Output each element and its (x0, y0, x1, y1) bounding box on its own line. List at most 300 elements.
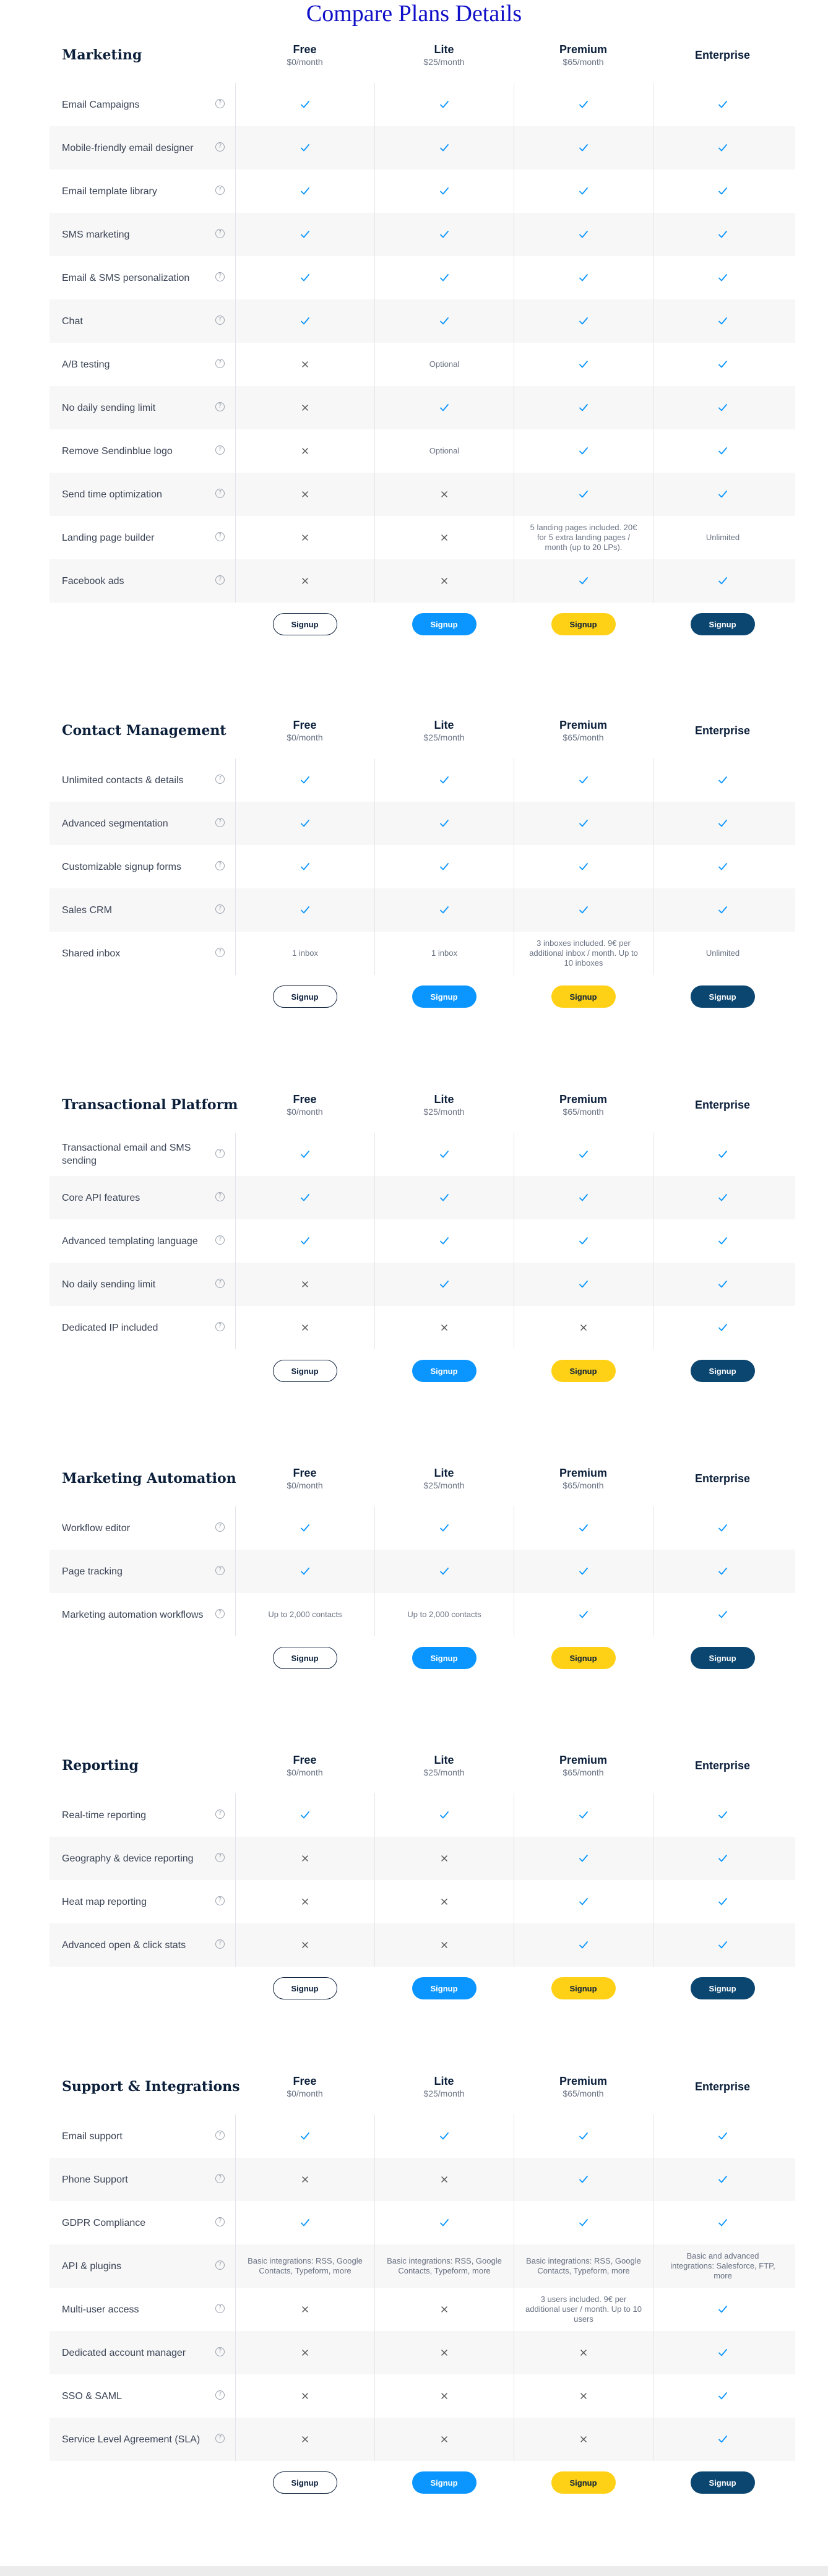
feature-row-dedicated-ip-included (50, 1306, 795, 1349)
cross-icon (301, 1854, 309, 1863)
plan-name: Lite (434, 1467, 454, 1479)
cross-icon (301, 533, 309, 542)
cell-enterprise (653, 1593, 792, 1636)
check-icon (718, 446, 728, 456)
cross-icon (301, 2305, 309, 2314)
section-marketing-automation (50, 1451, 795, 1680)
cell-free (235, 1550, 374, 1593)
check-icon (579, 273, 589, 283)
cross-icon (440, 1854, 449, 1863)
cell-lite (374, 1550, 514, 1593)
cell-premium (514, 1219, 653, 1263)
signup-buttons-row (50, 975, 795, 1018)
signup-button-enterprise[interactable]: Signup (691, 613, 755, 635)
plan-price: $65/month (563, 732, 604, 742)
info-icon[interactable]: ? (215, 1609, 225, 1618)
check-icon (300, 1810, 310, 1820)
signup-cell-premium (514, 603, 653, 646)
check-icon (718, 186, 728, 196)
cell-free (235, 1133, 374, 1176)
info-icon[interactable]: ? (215, 99, 225, 108)
feature-row-no-daily-sending-limit (50, 386, 795, 429)
feature-row-mobile-friendly-email-designer (50, 126, 795, 170)
cell-text: Optional (429, 359, 460, 369)
info-icon[interactable]: ? (215, 359, 225, 368)
feature-label: Sales CRM (62, 904, 112, 916)
info-icon[interactable]: ? (215, 532, 225, 541)
feature-row-sso-and-saml (50, 2374, 795, 2418)
plan-name: Enterprise (694, 1472, 751, 1485)
signup-cell-lite (374, 975, 514, 1018)
footer-strip (0, 2566, 828, 2576)
signup-cell-premium (514, 2461, 653, 2504)
signup-button-premium[interactable]: Signup (551, 2471, 616, 2494)
cell-enterprise (653, 256, 792, 299)
feature-row-real-time-reporting (50, 1793, 795, 1837)
cell-enterprise (653, 2288, 792, 2331)
signup-cell-lite (374, 2461, 514, 2504)
feature-row-sms-marketing (50, 213, 795, 256)
feature-label: Page tracking (62, 1566, 123, 1577)
signup-button-premium[interactable]: Signup (551, 985, 616, 1008)
info-icon[interactable]: ? (215, 489, 225, 498)
feature-label: GDPR Compliance (62, 2217, 146, 2228)
feature-row-facebook-ads (50, 559, 795, 603)
cell-lite (374, 802, 514, 845)
plan-name: Lite (434, 1754, 454, 1766)
info-icon[interactable]: ? (215, 1322, 225, 1331)
signup-button-free[interactable]: Signup (273, 1647, 337, 1669)
cell-free (235, 386, 374, 429)
signup-button-enterprise[interactable]: Signup (691, 1360, 755, 1382)
feature-row-sales-crm (50, 888, 795, 932)
section-header (50, 703, 795, 758)
cell-premium (514, 802, 653, 845)
check-icon (718, 2434, 728, 2444)
cell-enterprise (653, 386, 792, 429)
feature-label: Marketing automation workflows (62, 1609, 204, 1620)
plan-name: Free (293, 1093, 317, 1106)
cell-free (235, 2158, 374, 2201)
info-icon[interactable]: ? (215, 1566, 225, 1575)
info-icon[interactable]: ? (215, 2347, 225, 2356)
check-icon (439, 143, 449, 153)
signup-button-enterprise[interactable]: Signup (691, 2471, 755, 2494)
info-icon[interactable]: ? (215, 2174, 225, 2183)
plan-name: Free (293, 1467, 317, 1479)
check-icon (579, 1523, 589, 1533)
info-icon[interactable]: ? (215, 229, 225, 238)
plan-name: Enterprise (694, 724, 751, 737)
cell-premium (514, 1880, 653, 1923)
signup-button-lite[interactable]: Signup (412, 1647, 477, 1669)
check-icon (579, 1940, 589, 1950)
feature-row-workflow-editor (50, 1506, 795, 1550)
info-icon[interactable]: ? (215, 1810, 225, 1819)
check-icon (579, 230, 589, 239)
check-icon (579, 1610, 589, 1620)
cell-enterprise (653, 932, 792, 975)
info-icon[interactable]: ? (215, 818, 225, 827)
signup-cell-lite (374, 1636, 514, 1680)
signup-button-lite[interactable]: Signup (412, 985, 477, 1008)
cell-enterprise (653, 2201, 792, 2244)
cell-enterprise (653, 299, 792, 343)
plan-price: $0/month (287, 57, 323, 67)
check-icon (718, 2348, 728, 2358)
check-icon (579, 403, 589, 413)
plan-price: $25/month (423, 1480, 465, 1490)
cell-premium (514, 256, 653, 299)
feature-label: No daily sending limit (62, 1279, 156, 1290)
section-transactional-platform (50, 1077, 795, 1393)
cell-premium (514, 386, 653, 429)
cell-premium (514, 1263, 653, 1306)
plan-header-enterprise (653, 703, 792, 758)
cell-premium (514, 299, 653, 343)
check-icon (300, 100, 310, 109)
feature-row-gdpr-compliance (50, 2201, 795, 2244)
info-icon[interactable]: ? (215, 445, 225, 455)
cell-premium (514, 1550, 653, 1593)
check-icon (718, 1523, 728, 1533)
info-icon[interactable]: ? (215, 2390, 225, 2400)
feature-row-email-template-library (50, 170, 795, 213)
feature-row-no-daily-sending-limit (50, 1263, 795, 1306)
signup-button-premium[interactable]: Signup (551, 1977, 616, 1999)
check-icon (579, 1193, 589, 1203)
check-icon (579, 143, 589, 153)
feature-row-api-and-plugins (50, 2244, 795, 2288)
check-icon (439, 1236, 449, 1246)
plan-header-lite (374, 27, 514, 83)
check-icon (718, 818, 728, 828)
check-icon (579, 818, 589, 828)
signup-button-lite[interactable]: Signup (412, 613, 477, 635)
plan-name: Premium (559, 1754, 608, 1766)
signup-button-free[interactable]: Signup (273, 1977, 337, 1999)
cross-icon (440, 1323, 449, 1332)
cell-free (235, 932, 374, 975)
feature-row-a-b-testing (50, 343, 795, 386)
signup-button-free[interactable]: Signup (273, 613, 337, 635)
info-icon[interactable]: ? (215, 1149, 225, 1158)
feature-label: Email & SMS personalization (62, 272, 190, 283)
feature-row-customizable-signup-forms (50, 845, 795, 888)
check-icon (439, 316, 449, 326)
info-icon[interactable]: ? (215, 2131, 225, 2140)
check-icon (718, 1810, 728, 1820)
info-icon[interactable]: ? (215, 186, 225, 195)
info-icon[interactable]: ? (215, 948, 225, 957)
check-icon (718, 1853, 728, 1863)
info-icon[interactable]: ? (215, 1896, 225, 1905)
cell-lite (374, 2201, 514, 2244)
plan-price: $65/month (563, 57, 604, 67)
signup-cell-free (235, 975, 374, 1018)
cell-lite (374, 2244, 514, 2288)
info-icon[interactable]: ? (215, 1939, 225, 1949)
plan-name: Enterprise (694, 2080, 751, 2093)
feature-row-heat-map-reporting (50, 1880, 795, 1923)
signup-buttons-row (50, 1349, 795, 1393)
check-icon (579, 1566, 589, 1576)
signup-cell-enterprise (653, 975, 792, 1018)
signup-buttons-row (50, 1636, 795, 1680)
check-icon (718, 489, 728, 499)
feature-label: Chat (62, 316, 83, 327)
plan-header-enterprise (653, 1077, 792, 1133)
feature-row-page-tracking (50, 1550, 795, 1593)
info-icon[interactable]: ? (215, 1192, 225, 1201)
plan-name: Free (293, 1754, 317, 1766)
signup-button-enterprise[interactable]: Signup (691, 1977, 755, 1999)
check-icon (579, 489, 589, 499)
cell-premium (514, 516, 653, 559)
cell-enterprise (653, 1133, 792, 1176)
check-icon (718, 1897, 728, 1907)
plan-header-free (235, 703, 374, 758)
plan-price: $0/month (287, 1107, 323, 1117)
check-icon (300, 1193, 310, 1203)
cell-premium (514, 473, 653, 516)
cell-text: 1 inbox (431, 948, 457, 958)
signup-button-lite[interactable]: Signup (412, 2471, 477, 2494)
info-icon[interactable]: ? (215, 2434, 225, 2443)
info-icon[interactable]: ? (215, 575, 225, 585)
check-icon (439, 862, 449, 872)
signup-button-lite[interactable]: Signup (412, 1360, 477, 1382)
check-icon (718, 1610, 728, 1620)
info-icon[interactable]: ? (215, 775, 225, 784)
check-icon (300, 2131, 310, 2141)
signup-button-free[interactable]: Signup (273, 985, 337, 1008)
section-contact-management (50, 703, 795, 1018)
signup-cell-free (235, 2461, 374, 2504)
check-icon (718, 403, 728, 413)
cell-enterprise (653, 83, 792, 126)
signup-buttons-row (50, 2461, 795, 2504)
cell-lite (374, 126, 514, 170)
cell-lite (374, 1837, 514, 1880)
check-icon (439, 1810, 449, 1820)
feature-row-landing-page-builder (50, 516, 795, 559)
cell-free (235, 2374, 374, 2418)
cell-text: Basic integrations: RSS, Google Contacts, Typeform, more (526, 2256, 641, 2275)
info-icon[interactable]: ? (215, 1235, 225, 1245)
plan-name: Free (293, 2075, 317, 2087)
cell-lite (374, 1593, 514, 1636)
plan-name: Free (293, 43, 317, 56)
cross-icon (440, 1897, 449, 1906)
check-icon (718, 1940, 728, 1950)
plan-price: $0/month (287, 1767, 323, 1777)
cell-free (235, 170, 374, 213)
feature-label: Facebook ads (62, 575, 124, 586)
cell-lite (374, 1923, 514, 1967)
cell-free (235, 126, 374, 170)
feature-label: Heat map reporting (62, 1896, 147, 1907)
plan-price: $25/month (423, 2089, 465, 2098)
check-icon (718, 1193, 728, 1203)
cross-icon (579, 2392, 588, 2400)
check-icon (579, 446, 589, 456)
cell-lite (374, 516, 514, 559)
check-icon (439, 1566, 449, 1576)
check-icon (579, 186, 589, 196)
signup-button-free[interactable]: Signup (273, 1360, 337, 1382)
feature-label: Phone Support (62, 2174, 128, 2185)
check-icon (300, 775, 310, 785)
cell-enterprise (653, 802, 792, 845)
cell-lite (374, 473, 514, 516)
signup-cell-premium (514, 1636, 653, 1680)
check-icon (579, 862, 589, 872)
cell-free (235, 1593, 374, 1636)
feature-label: Email Campaigns (62, 99, 140, 110)
cell-free (235, 2288, 374, 2331)
cell-lite (374, 1176, 514, 1219)
check-icon (579, 576, 589, 586)
plan-header-premium (514, 27, 653, 83)
plan-price: $65/month (563, 1480, 604, 1490)
cell-lite (374, 559, 514, 603)
check-icon (300, 186, 310, 196)
cell-text: Unlimited (705, 948, 740, 958)
info-icon[interactable]: ? (215, 272, 225, 281)
cell-premium (514, 1837, 653, 1880)
cell-enterprise (653, 1880, 792, 1923)
cross-icon (440, 2435, 449, 2444)
info-icon[interactable]: ? (215, 2304, 225, 2313)
feature-label: Landing page builder (62, 532, 155, 543)
cell-premium (514, 1923, 653, 1967)
check-icon (300, 1566, 310, 1576)
plan-name: Free (293, 719, 317, 731)
cell-enterprise (653, 473, 792, 516)
plan-name: Lite (434, 2075, 454, 2087)
cross-icon (301, 447, 309, 455)
signup-button-enterprise[interactable]: Signup (691, 1647, 755, 1669)
info-icon[interactable]: ? (215, 316, 225, 325)
cell-enterprise (653, 1923, 792, 1967)
info-icon[interactable]: ? (215, 904, 225, 914)
feature-label: Email support (62, 2131, 123, 2142)
feature-row-email-support (50, 2114, 795, 2158)
cell-text: Basic integrations: RSS, Google Contacts, Typeform, more (248, 2256, 363, 2275)
info-icon[interactable]: ? (215, 1279, 225, 1288)
cell-premium (514, 170, 653, 213)
signup-button-premium[interactable]: Signup (551, 1647, 616, 1669)
section-title: Contact Management (62, 723, 226, 739)
cell-free (235, 2244, 374, 2288)
cell-lite (374, 386, 514, 429)
check-icon (718, 273, 728, 283)
signup-button-premium[interactable]: Signup (551, 613, 616, 635)
cell-free (235, 845, 374, 888)
info-icon[interactable]: ? (215, 2217, 225, 2226)
info-icon[interactable]: ? (215, 142, 225, 152)
feature-row-chat (50, 299, 795, 343)
feature-label: SMS marketing (62, 229, 130, 240)
info-icon[interactable]: ? (215, 2260, 225, 2270)
cell-enterprise (653, 126, 792, 170)
section-header (50, 27, 795, 83)
cell-enterprise (653, 516, 792, 559)
cross-icon (440, 2305, 449, 2314)
check-icon (718, 230, 728, 239)
check-icon (439, 1193, 449, 1203)
signup-button-premium[interactable]: Signup (551, 1360, 616, 1382)
info-icon[interactable]: ? (215, 1522, 225, 1532)
cell-text: Unlimited (705, 533, 740, 542)
cell-lite (374, 299, 514, 343)
cell-free (235, 213, 374, 256)
check-icon (718, 100, 728, 109)
check-icon (718, 576, 728, 586)
info-icon[interactable]: ? (215, 861, 225, 870)
cell-enterprise (653, 758, 792, 802)
signup-cell-premium (514, 1967, 653, 2010)
check-icon (579, 100, 589, 109)
cell-free (235, 2201, 374, 2244)
cell-lite (374, 83, 514, 126)
check-icon (579, 1279, 589, 1289)
cell-premium (514, 1593, 653, 1636)
plan-header-premium (514, 703, 653, 758)
check-icon (718, 2391, 728, 2401)
cell-enterprise (653, 2331, 792, 2374)
plan-price: $0/month (287, 732, 323, 742)
signup-button-lite[interactable]: Signup (412, 1977, 477, 1999)
cross-icon (301, 2435, 309, 2444)
feature-row-service-level-agreement-sla (50, 2418, 795, 2461)
check-icon (300, 905, 310, 915)
plan-header-premium (514, 1738, 653, 1793)
plan-header-lite (374, 1738, 514, 1793)
check-icon (439, 2218, 449, 2228)
cell-lite (374, 2374, 514, 2418)
cell-enterprise (653, 1837, 792, 1880)
check-icon (300, 1523, 310, 1533)
plan-header-lite (374, 1077, 514, 1133)
plan-name: Premium (559, 1093, 608, 1106)
cell-premium (514, 932, 653, 975)
feature-row-phone-support (50, 2158, 795, 2201)
feature-row-multi-user-access (50, 2288, 795, 2331)
cell-enterprise (653, 2114, 792, 2158)
cell-free (235, 83, 374, 126)
info-icon[interactable]: ? (215, 1853, 225, 1862)
check-icon (579, 1236, 589, 1246)
check-icon (439, 818, 449, 828)
plan-header-enterprise (653, 27, 792, 83)
cell-lite (374, 2288, 514, 2331)
cell-free (235, 1263, 374, 1306)
cell-enterprise (653, 1219, 792, 1263)
info-icon[interactable]: ? (215, 402, 225, 411)
cell-text: 5 landing pages included. 20€ for 5 extra landing pages / month (up to 20 LPs). (530, 523, 637, 552)
signup-button-free[interactable]: Signup (273, 2471, 337, 2494)
signup-button-enterprise[interactable]: Signup (691, 985, 755, 1008)
cross-icon (440, 490, 449, 499)
cell-premium (514, 213, 653, 256)
feature-row-geography-and-device-reporting (50, 1837, 795, 1880)
feature-row-advanced-open-and-click-stats (50, 1923, 795, 1967)
cross-icon (579, 2348, 588, 2357)
section-title: Support & Integrations (62, 2079, 240, 2095)
check-icon (579, 1149, 589, 1159)
